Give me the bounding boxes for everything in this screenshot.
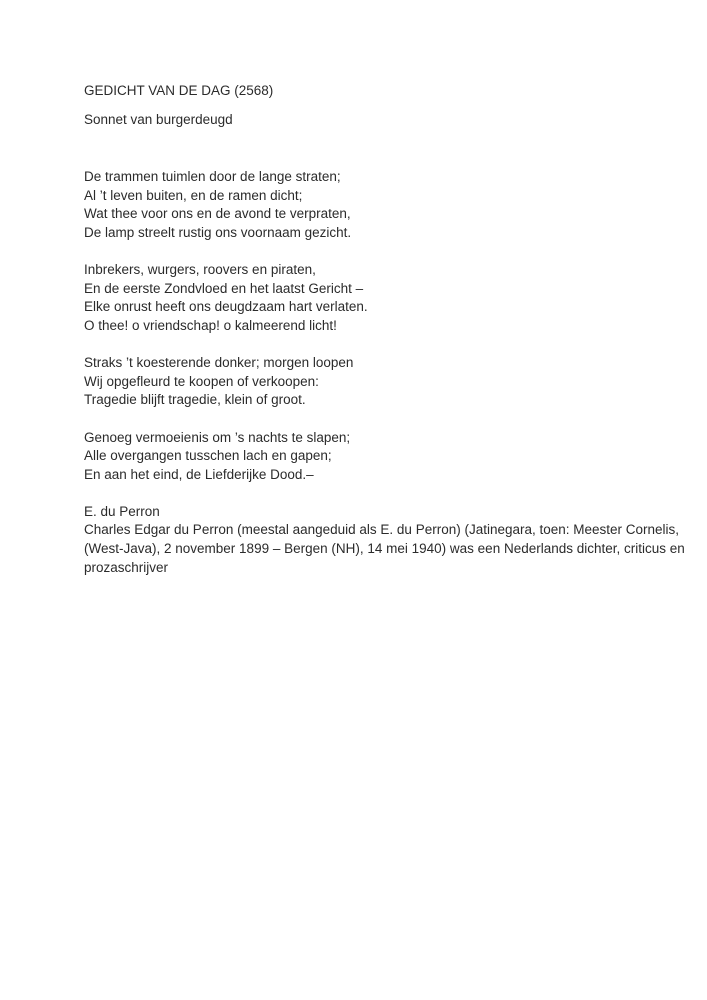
poem-line: De trammen tuimlen door de lange straten;	[84, 169, 341, 185]
poem-stanza-3	[84, 354, 629, 410]
poem-line: De lamp streelt rustig ons voornaam gezicht.	[84, 224, 352, 240]
poem-line: En de eerste Zondvloed en het laatst Gericht –	[84, 280, 364, 296]
poem-stanza-1	[84, 168, 629, 242]
poem-stanza-2	[84, 261, 629, 335]
poem-line: Al ’t leven buiten, en de ramen dicht;	[84, 187, 303, 203]
poem-line: Alle overgangen tusschen lach en gapen;	[84, 448, 332, 464]
poem-subtitle: Sonnet van burgerdeugd	[84, 111, 233, 127]
author-bio-line: prozaschrijver	[84, 559, 169, 575]
author-name: E. du Perron	[84, 503, 160, 519]
page-title: GEDICHT VAN DE DAG (2568)	[84, 83, 274, 98]
poem-line: Tragedie blijft tragedie, klein of groot.	[84, 392, 306, 408]
poem-line: Elke onrust heeft ons deugdzaam hart verlaten.	[84, 299, 368, 315]
poem-line: Inbrekers, wurgers, roovers en piraten,	[84, 262, 316, 278]
poem-line: Wat thee voor ons en de avond te verpraten,	[84, 206, 351, 222]
author-block	[84, 503, 685, 577]
poem-line: Genoeg vermoeienis om ’s nachts te slapen;	[84, 429, 351, 445]
poem-stanza-4	[84, 429, 629, 485]
poem-line: O thee! o vriendschap! o kalmeerend licht!	[84, 317, 337, 333]
poem-line: Straks ’t koesterende donker; morgen loopen	[84, 355, 354, 371]
poem-line: En aan het eind, de Liefderijke Dood.–	[84, 466, 314, 482]
author-bio-line: (West-Java), 2 november 1899 – Bergen (NH), 14 mei 1940) was een Nederlands dichter, criticus en	[84, 541, 685, 557]
document-content	[84, 82, 685, 577]
poem-line: Wij opgefleurd te koopen of verkoopen:	[84, 373, 319, 389]
author-bio-line: Charles Edgar du Perron (meestal aangeduid als E. du Perron) (Jatinegara, toen: Meester Cornelis,	[84, 522, 680, 538]
